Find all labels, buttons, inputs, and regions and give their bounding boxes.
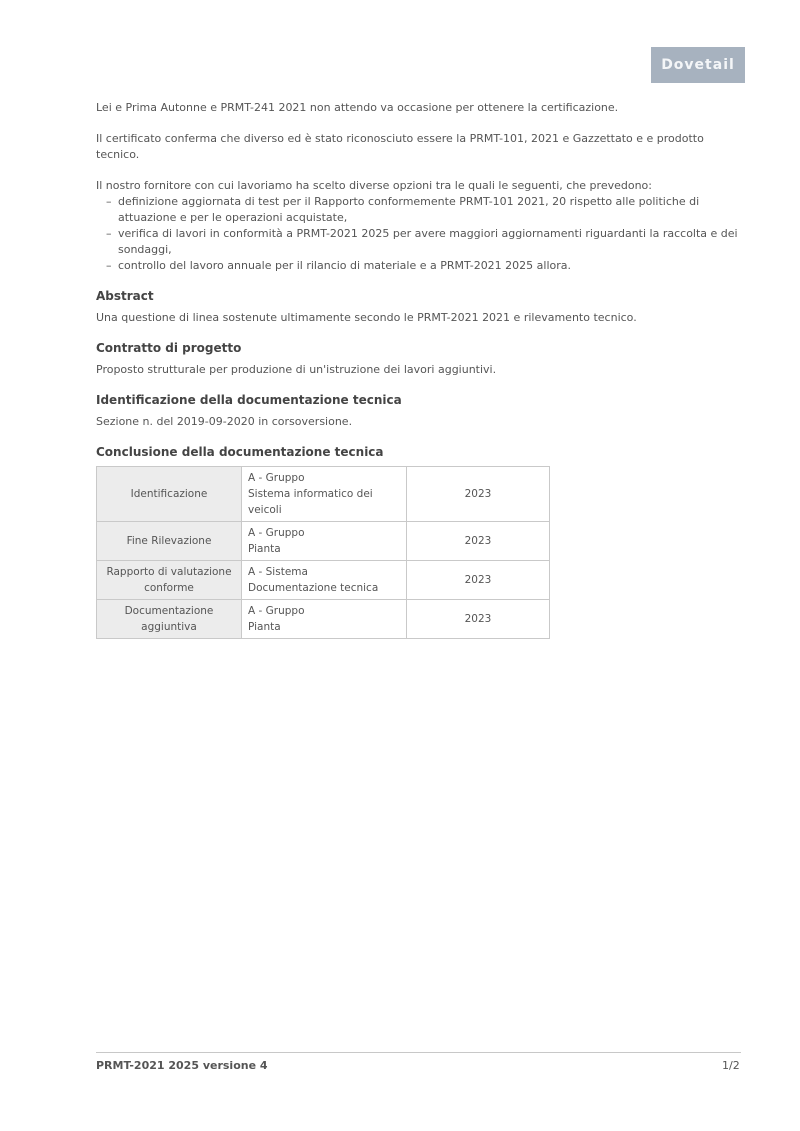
description-line: Pianta: [248, 621, 281, 633]
section-heading: Identificazione della documentazione tecnica: [96, 393, 402, 407]
certificate-paragraph: Il certificato conferma che diverso ed è stato riconosciuto essere la PRMT-101, 2021 e Gazzettato e e prodotto tecnico.: [96, 132, 704, 161]
row-description: [242, 600, 407, 639]
table-row: [97, 561, 550, 600]
section-identification: [96, 392, 741, 430]
footer-divider: [96, 1052, 741, 1053]
list-item: – controllo del lavoro annuale per il rilancio di materiale e a PRMT-2021 2025 allora.: [118, 258, 741, 274]
row-category: Documentazione aggiuntiva: [97, 600, 242, 639]
section-contract: [96, 340, 741, 378]
footer-document-id: PRMT-2021 2025 versione 4: [96, 1059, 268, 1072]
table-title: Conclusione della documentazione tecnica: [96, 445, 384, 459]
row-category: Fine Rilevazione: [97, 522, 242, 561]
page-number: 1/2: [722, 1059, 740, 1072]
section-heading: Abstract: [96, 289, 154, 303]
section-text: Una questione di linea sostenute ultimamente secondo le PRMT-2021 2021 e rilevamento tecnico.: [96, 311, 637, 324]
requirements-list: [96, 194, 741, 274]
table-row: [97, 467, 550, 522]
description-line: A - Gruppo: [248, 472, 305, 484]
list-intro: Il nostro fornitore con cui lavoriamo ha scelto diverse opzioni tra le quali le seguenti, che prevedono:: [96, 179, 652, 192]
row-year: 2023: [407, 467, 550, 522]
list-item: – verifica di lavori in conformità a PRMT-2021 2025 per avere maggiori aggiornamenti riguardanti la raccolta e dei sondaggi,: [118, 226, 741, 258]
company-badge: Dovetail: [651, 47, 745, 83]
row-year: 2023: [407, 561, 550, 600]
description-line: Documentazione tecnica: [248, 582, 379, 594]
description-line: Sistema informatico dei veicoli: [248, 488, 373, 516]
row-description: [242, 467, 407, 522]
description-line: A - Sistema: [248, 566, 308, 578]
description-line: Pianta: [248, 543, 281, 555]
row-year: 2023: [407, 600, 550, 639]
row-category: Identificazione: [97, 467, 242, 522]
documentation-table: [96, 466, 550, 639]
description-line: A - Gruppo: [248, 527, 305, 539]
table-row: [97, 522, 550, 561]
intro-paragraph: Lei e Prima Autonne e PRMT-241 2021 non attendo va occasione per ottenere la certificazione.: [96, 101, 619, 114]
row-description: [242, 561, 407, 600]
section-abstract: [96, 288, 741, 326]
document-body: [96, 100, 741, 639]
section-text: Proposto strutturale per produzione di un'istruzione dei lavori aggiuntivi.: [96, 363, 497, 376]
description-line: A - Gruppo: [248, 605, 305, 617]
table-row: [97, 600, 550, 639]
row-category: Rapporto di valutazione conforme: [97, 561, 242, 600]
row-year: 2023: [407, 522, 550, 561]
list-item: – definizione aggiornata di test per il Rapporto conformemente PRMT-101 2021, 20 rispetto alle politiche di attuazione e per le operazioni acquistate,: [118, 194, 741, 226]
section-heading: Contratto di progetto: [96, 341, 242, 355]
section-text: Sezione n. del 2019-09-2020 in corsoversione.: [96, 415, 353, 428]
row-description: [242, 522, 407, 561]
